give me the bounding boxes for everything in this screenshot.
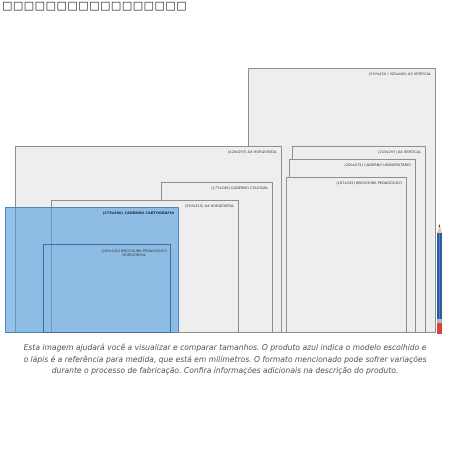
sheet-caderno-cartografia-label: (275x200) CADERNO CARTOGRAFIA — [102, 211, 174, 215]
caption — [20, 342, 430, 377]
sheet-caderno-universitario-label: (200x275) CADERNO UNIVERSITÁRIO — [344, 163, 411, 167]
sheet-brochura-horizontal-label-line2: HORIZONTAL — [122, 253, 146, 258]
sheet-a3-vertical-label: (297x420 / 320x440) A3 VERTICAL — [368, 72, 431, 76]
sheet-brochura-pedagogico — [286, 177, 407, 333]
caption-line-2: o lápis é a referência para medida, que está em milímetros. O formato mencionado pode sofrer variações — [23, 354, 427, 364]
sheet-brochura-horizontal — [43, 244, 171, 333]
sheet-a3-horizontal-label: (420x297) A3 HORIZONTAL — [227, 150, 277, 154]
pencil-icon — [436, 224, 443, 334]
caption-line-1: Esta imagem ajudará você a visualizar e comparar tamanhos. O produto azul indica o modelo escolhido e — [23, 343, 427, 352]
caption-line-3: durante o processo de fabricação. Confira informações adicionais na descrição do produto. — [51, 366, 399, 376]
header-placeholder-glyphs: □□□□□□□□□□□□□□□□□ — [2, 0, 188, 12]
sheet-caderno-colegial-label: (177x240) CADERNO COLEGIAL — [211, 186, 268, 190]
sheet-brochura-pedagogico-label: (187x245) BROCHURA PEDAGÓGICO — [336, 181, 402, 185]
sheet-a4-horizontal-label: (297x210) A4 HORIZONTAL — [184, 204, 234, 208]
sheet-a4-vertical-label: (210x297) A4 VERTICAL — [378, 150, 421, 154]
sheet-brochura-horizontal-label — [101, 249, 167, 258]
sheet-brochura-horizontal-label-line1: (200x140) BROCHURA PEDAGÓGICO — [101, 249, 167, 253]
